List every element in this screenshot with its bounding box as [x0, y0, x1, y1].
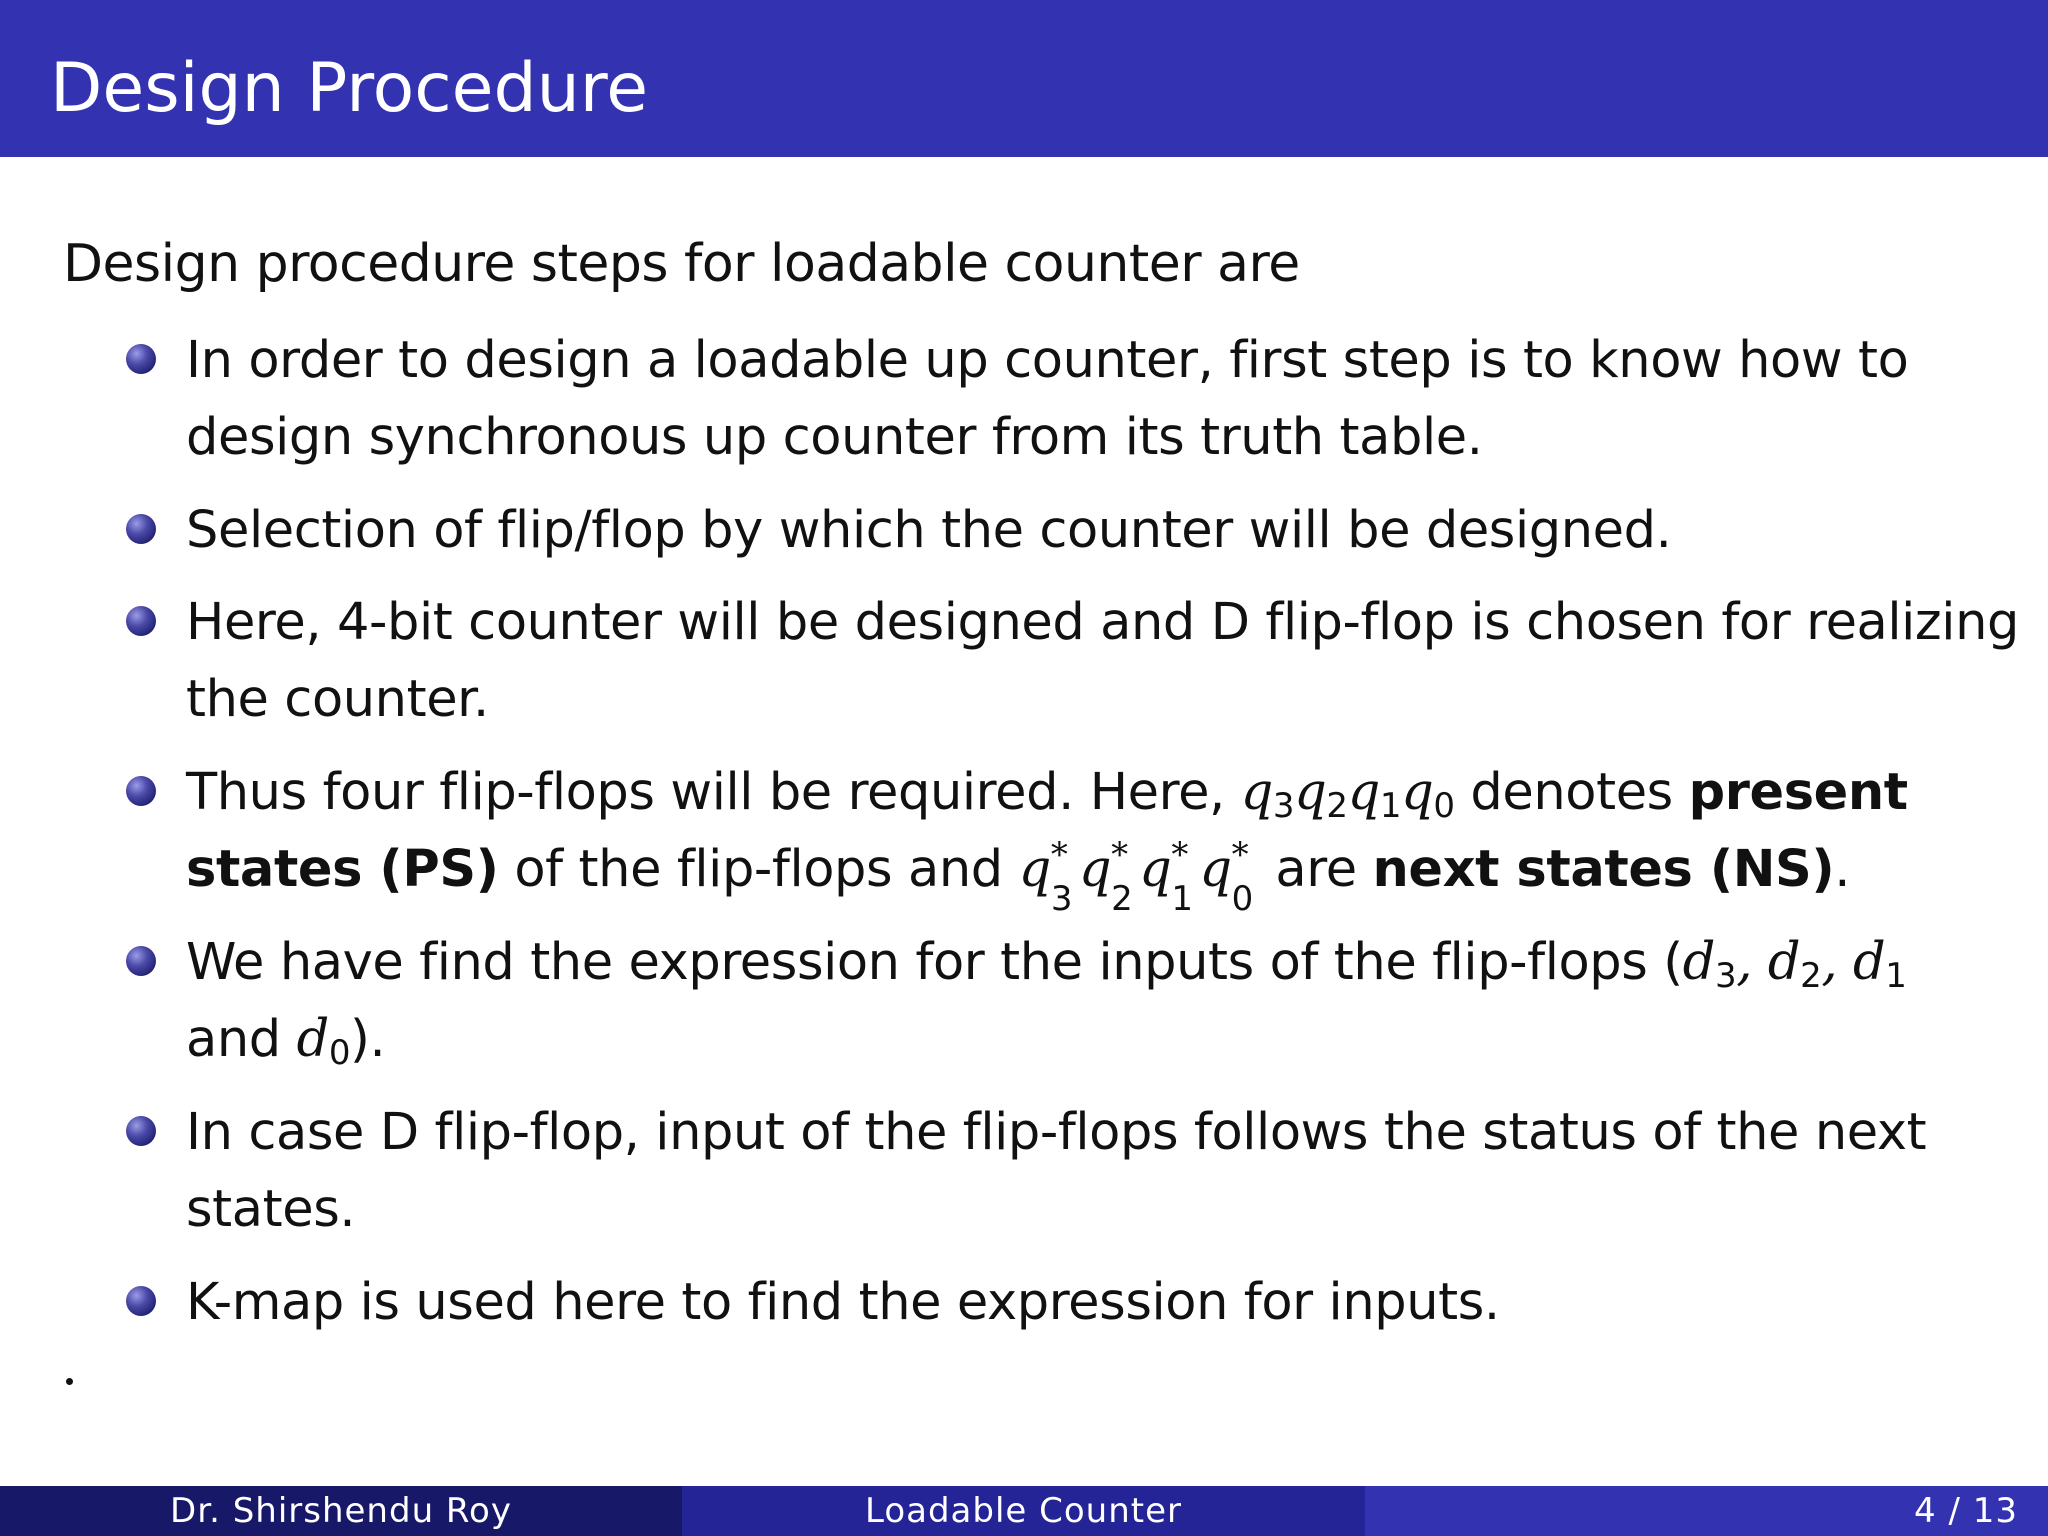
text-line: Here, 4-bit counter will be designed and D flip-flop is chosen for realizing [186, 593, 2019, 652]
bullet-text [186, 492, 2048, 569]
math-next-states: q * 3 q * 2 q * 1 q * 0 [1018, 835, 1253, 919]
footer-author: Dr. Shirshendu Roy [0, 1486, 682, 1536]
bullet-text [186, 754, 2048, 919]
math-present-states: $q_3q_2q_1q_0$ [1240, 763, 1455, 826]
bullet-icon [126, 1116, 156, 1146]
stray-dot [66, 1378, 73, 1385]
text-line: the counter. [186, 670, 489, 729]
text-line: states (PS) of the flip-flops and q * 3 q * 2 q * 1 q * 0 are next states (NS). [186, 835, 1851, 919]
bullet-icon [126, 1286, 156, 1316]
bullet-icon [126, 946, 156, 976]
text-line: design synchronous up counter from its truth table. [186, 408, 1483, 467]
text-line: We have find the expression for the inputs of the flip-flops ($d_3$, $d_2$, $d_1$ [186, 933, 1907, 996]
bullet-text [186, 584, 2048, 738]
text-line: K-map is used here to find the expression for inputs. [186, 1273, 1500, 1332]
text-line: states. [186, 1180, 356, 1239]
bullet-icon [126, 776, 156, 806]
bullet-icon [126, 606, 156, 636]
footer-title: Loadable Counter [682, 1486, 1365, 1536]
bullet-text [186, 1094, 2048, 1248]
text-line: In case D flip-flop, input of the flip-flops follows the status of the next [186, 1103, 1927, 1162]
text-line: and $d_0$). [186, 1010, 386, 1073]
bullet-text [186, 1264, 2048, 1341]
intro-text: Design procedure steps for loadable counter are [63, 234, 1300, 294]
text-line: In order to design a loadable up counter, first step is to know how to [186, 331, 1909, 390]
slide-title: Design Procedure [50, 49, 649, 128]
page-number: 4 / 13 [1365, 1486, 2048, 1536]
bullet-text [186, 924, 2048, 1078]
math-d-inputs: $d_3$, $d_2$, $d_1$ [1682, 933, 1907, 996]
bullet-icon [126, 344, 156, 374]
text-line: Thus four flip-flops will be required. Here, $q_3q_2q_1q_0$ denotes present [186, 763, 1908, 826]
slide-footer [0, 1486, 2048, 1536]
bullet-icon [126, 514, 156, 544]
text-line: Selection of flip/flop by which the counter will be designed. [186, 501, 1672, 560]
math-d0: $d_0$ [296, 1010, 351, 1073]
bullet-text [186, 322, 2048, 476]
slide-header [0, 0, 2048, 157]
